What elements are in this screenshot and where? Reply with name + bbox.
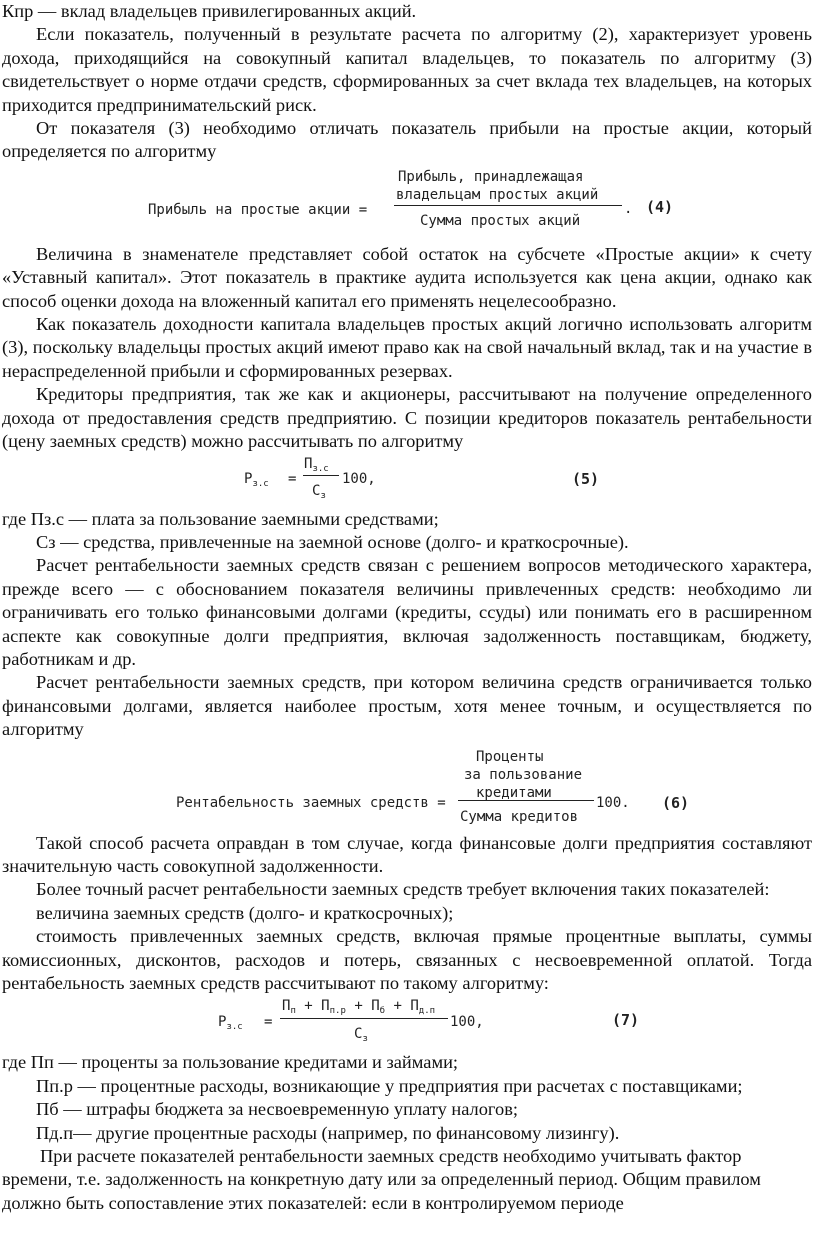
formula-6-fraction-bar <box>458 800 594 801</box>
formula-5-numerator: $П_{з.с}$ <box>304 455 329 474</box>
formula-4 <box>0 164 816 243</box>
formula-4-fraction-bar <box>394 205 622 206</box>
formula-5-number: (5) <box>572 469 600 488</box>
formula-7-multiplier: 100, <box>450 1014 484 1031</box>
formula-7-term-pp: $П_п$ <box>282 998 296 1017</box>
formula-6-numerator-line-1: Проценты <box>476 748 544 765</box>
paragraph-methodology: Расчет рентабельности заемных средств связан с решением вопросов методического характера, прежде всего — с обоснованием показателя величины привлеченных средств: необходимо ли ограничивать его только финансовыми долгами (кредиты, ссуды) или понимать его в расширенном аспекте как совокупные долги предприятия, включая задолженность поставщикам, бюджету, работникам и др. <box>2 555 812 669</box>
formula-4-lhs: Прибыль на простые акции = <box>148 201 368 218</box>
formula-7-plus: + <box>354 998 363 1015</box>
formula-4-denominator: Сумма простых акций <box>420 212 581 229</box>
formula-4-number: (4) <box>646 197 674 216</box>
paragraph-denominator-explanation: Величина в знаменателе представляет собой остаток на субсчете «Простые акции» к счету «Уставный капитал». Этот показатель в практике аудита используется как цена акции, однако как способ оценки дохода на вложенный капитал его применять нецелесообразно. <box>2 243 812 311</box>
formula-7-fraction-bar <box>280 1018 448 1019</box>
paragraph-financial-debts: Расчет рентабельности заемных средств, при котором величина средств ограничивается только финансовыми долгами, является наиболее простым, хотя менее точным, и осуществляется по алгоритму <box>2 672 812 740</box>
formula-7-number: (7) <box>612 1011 640 1030</box>
formula-5 <box>0 454 816 508</box>
paragraph-borrowed-cost: стоимость привлеченных заемных средств, включая прямые процентные выплаты, суммы комиссионных, дисконтов, расходов и потерь, связанных с несвоевременной оплатой. Тогда рентабельность заемных средств рассчитывают по такому алгоритму: <box>2 926 812 993</box>
formula-7-term-ppr: $П_{п.р}$ <box>321 998 346 1017</box>
formula-7-plus: + <box>304 998 313 1015</box>
paragraph-sz-definition: Сз — средства, привлеченные на заемной основе (долго- и краткосрочные). <box>36 531 629 552</box>
paragraph-ppr-definition: Пп.р — процентные расходы, возникающие у предприятия при расчетах с поставщиками; <box>36 1075 743 1096</box>
formula-6-lhs: Рентабельность заемных средств = <box>176 794 446 811</box>
formula-7-equals: = <box>264 1014 273 1031</box>
paragraph-method-justified: Такой способ расчета оправдан в том случае, когда финансовые долги предприятия составляют значительную часть совокупной задолженности. <box>2 832 812 876</box>
formula-4-numerator-line-1: Прибыль, принадлежащая <box>398 168 584 185</box>
formula-6-denominator: Сумма кредитов <box>460 808 579 825</box>
formula-7-term-pb: $П_б$ <box>371 998 386 1017</box>
formula-7-denominator: $С_з$ <box>354 1026 368 1045</box>
paragraph-pdp-definition: Пд.п— другие процентные расходы (например, по финансовому лизингу). <box>36 1122 620 1143</box>
paragraph-where-pzs: где Пз.с — плата за пользование заемными средствами; <box>2 508 439 529</box>
paragraph-pb-definition: Пб — штрафы бюджета за несвоевременную уплату налогов; <box>36 1099 518 1120</box>
formula-6-number: (6) <box>662 793 690 812</box>
formula-6-numerator-line-3: кредитами <box>476 784 552 801</box>
formula-6 <box>0 742 816 832</box>
formula-4-numerator-line-2: владельцам простых акций <box>396 186 599 203</box>
paragraph-owners-return: Как показатель доходности капитала владельцев простых акций логично использовать алгоритм (3), поскольку владельцы простых акций имеют право как на свой начальный вклад, так и на участие в нераспределенной прибыли и сформированных резервах. <box>2 314 812 381</box>
formula-7-numerator <box>282 995 435 1023</box>
formula-4-period: . <box>624 200 633 217</box>
paragraph-profit-per-share-intro: От показателя (3) необходимо отличать показатель прибыли на простые акции, который определяется по алгоритму <box>2 118 812 162</box>
paragraph-time-factor: При расчете показателей рентабельности заемных средств необходимо учитывать фактор времени, т.е. задолженность на конкретную дату или за определенный период. Общим правилом должно быть сопоставление этих показателей: если в контролируемом периоде <box>2 1146 761 1213</box>
paragraph-more-accurate: Более точный расчет рентабельности заемных средств требует включения таких показателей: <box>36 879 770 900</box>
formula-5-lhs: $Р_{з.с}$ <box>244 470 269 489</box>
formula-5-equals: = <box>288 470 297 487</box>
formula-7 <box>0 995 816 1051</box>
formula-5-denominator: $С_з$ <box>312 482 326 501</box>
formula-7-plus: + <box>393 998 402 1015</box>
paragraph-algorithm-comparison: Если показатель, полученный в результате расчета по алгоритму (2), характеризует уровень дохода, приходящийся на совокупный капитал владельцев, то показатель по алгоритму (3) свидетельствует о норме отдачи средств, сформированных за счет вклада тех владельцев, на которых приходится предпринимательский риск. <box>2 24 812 115</box>
formula-7-lhs: $Р_{з.с}$ <box>218 1014 243 1033</box>
formula-7-term-pdp: $П_{д.п}$ <box>410 998 436 1017</box>
formula-5-fraction-bar <box>303 475 339 476</box>
paragraph-creditors: Кредиторы предприятия, так же как и акционеры, рассчитывают на получение определенного дохода от предоставления средств предприятию. С позиции кредиторов показатель рентабельности (цену заемных средств) можно рассчитывать по алгоритму <box>2 384 812 452</box>
formula-5-multiplier: 100, <box>342 470 376 487</box>
formula-6-numerator-line-2: за пользование <box>464 766 583 783</box>
paragraph-where-pp: где Пп — проценты за пользование кредитами и займами; <box>2 1052 459 1073</box>
formula-6-multiplier: 100. <box>596 794 630 811</box>
paragraph-borrowed-amount: величина заемных средств (долго- и краткосрочных); <box>36 902 454 923</box>
paragraph-kpr-definition: Кпр — вклад владельцев привилегированных акций. <box>2 1 417 21</box>
